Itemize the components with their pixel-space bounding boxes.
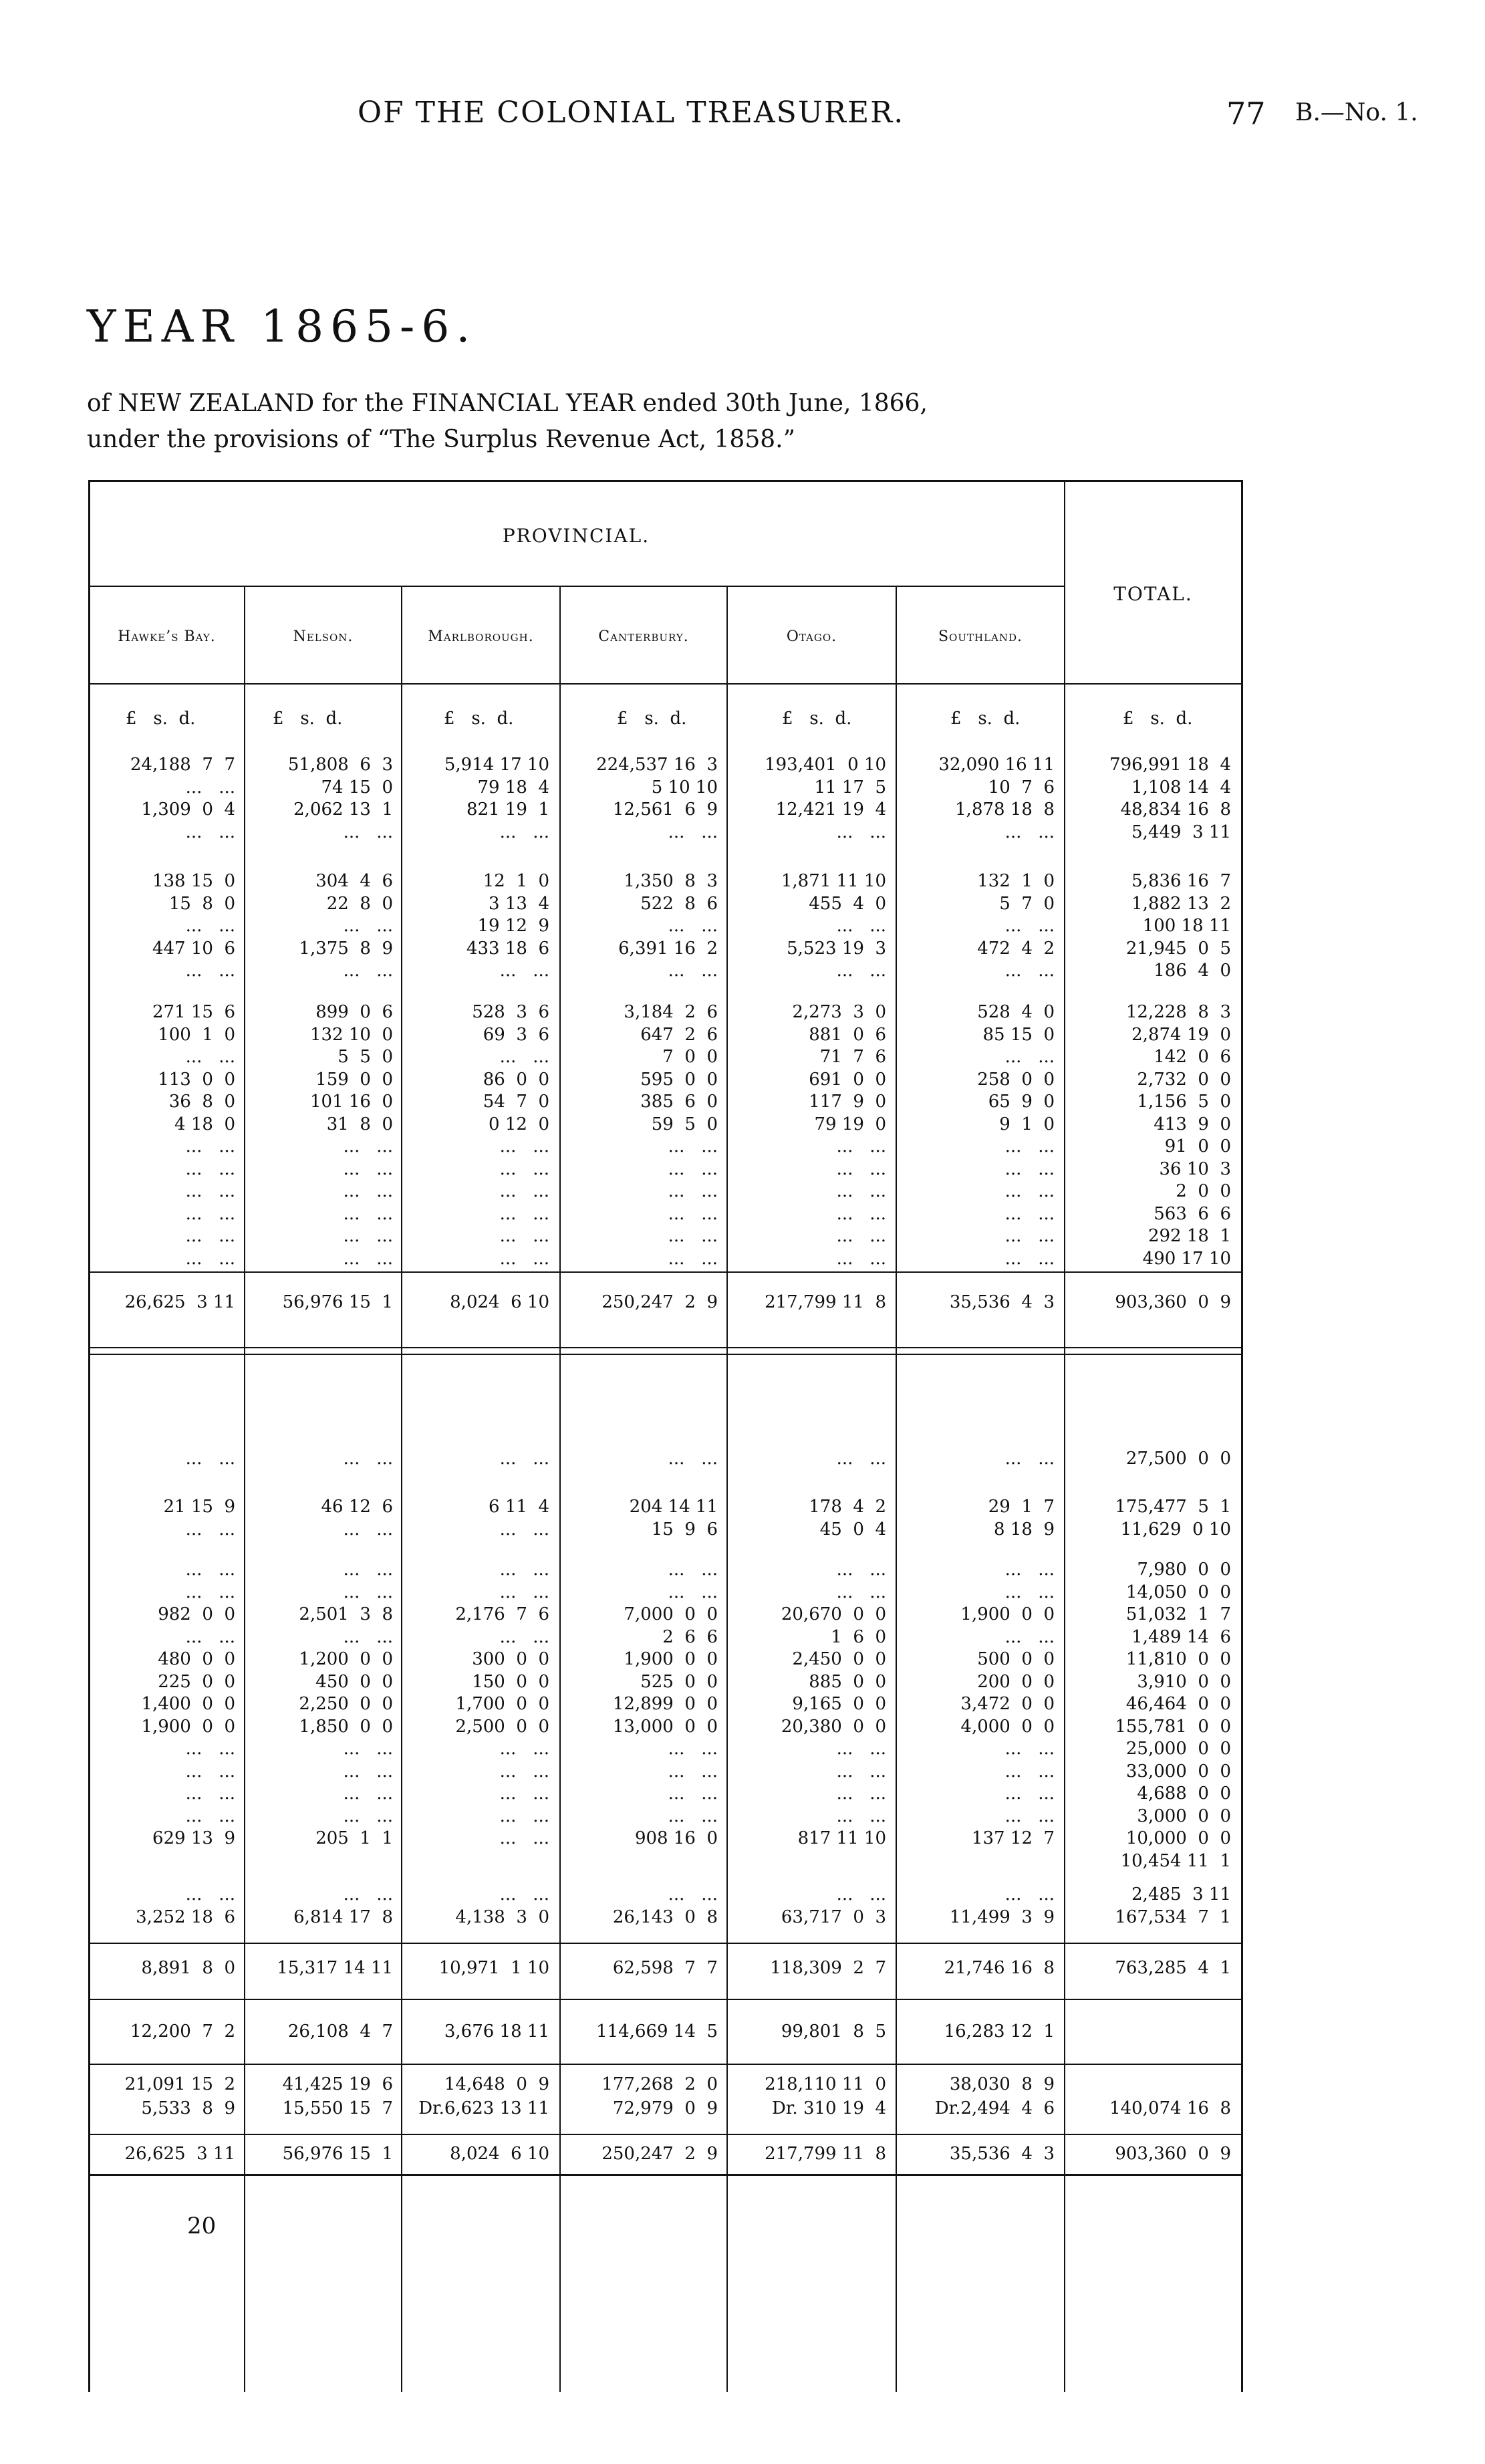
table-cell: ... ... 4,138 3 0 [455, 1884, 549, 1927]
unit-label: £ s. d. [273, 709, 343, 729]
unit-label: £ s. d. [1123, 709, 1193, 729]
table-cell: ... ... [651, 1449, 718, 1469]
table-cell: ... ... [489, 1449, 549, 1469]
table-cell: ... ... 26,143 0 8 [612, 1884, 718, 1927]
table-bottom-rule [88, 2174, 1243, 2176]
table-cell: ... ... 63,717 0 3 [781, 1884, 886, 1927]
unit-label: £ s. d. [782, 709, 852, 729]
table-cell: 56,976 15 1 [282, 1292, 393, 1312]
page-number: 77 [1226, 96, 1266, 132]
table-cell: 26,108 4 7 [287, 2021, 393, 2042]
table-cell: 250,247 2 9 [601, 2144, 718, 2164]
table-cell: ... ... [994, 1449, 1055, 1469]
table-cell: 5,836 16 7 1,882 13 2 100 18 11 21,945 0 5 186 4 0 [1125, 871, 1231, 981]
table-cell: 528 3 6 69 3 6 ... ... 86 0 0 54 7 0 0 12 0 ... ... ... ... ... ... ... ... ... ... ... ... [472, 1002, 549, 1269]
table-cell: 8,024 6 10 [450, 1292, 549, 1312]
table-cell: 5,914 17 10 79 18 4 821 19 1 ... ... [444, 755, 549, 842]
unit-label: £ s. d. [444, 709, 514, 729]
table-cell: 218,110 11 0 Dr. 310 19 4 [765, 2074, 886, 2118]
table-cell: ... ... ... ... 7,000 0 0 2 6 6 1,900 0 0 525 0 0 12,899 0 0 13,000 0 0 ... ... ... ... ... ... ... ... 908 16 0 [612, 1560, 718, 1848]
table-cell: ... ... ... ... 2,501 3 8 ... ... 1,200 0 0 450 0 0 2,250 0 0 1,850 0 0 ... ... ... ... ... ... ... ... 205 1 1 [299, 1560, 393, 1848]
table-cell: 118,309 2 7 [770, 1958, 886, 1978]
table-cell: 26,625 3 11 [124, 1292, 235, 1312]
balance-a-rule [88, 2064, 1243, 2065]
table-cell: 217,799 11 8 [765, 1292, 886, 1312]
unit-label: £ s. d. [617, 709, 687, 729]
table-left-rule [88, 480, 90, 2392]
table-cell: ... ... 6,814 17 8 [293, 1884, 393, 1927]
table-cell: 35,536 4 3 [949, 2144, 1055, 2164]
paper-reference: B.—No. 1. [1295, 99, 1418, 126]
balance-b-rule [88, 2134, 1243, 2135]
table-cell: ... ... ... ... 20,670 0 0 1 6 0 2,450 0 0 885 0 0 9,165 0 0 20,380 0 0 ... ... ... ... ... ... ... ... 817 11 10 [781, 1560, 886, 1848]
table-cell: ... ... ... ... 982 0 0 ... ... 480 0 0 225 0 0 1,400 0 0 1,900 0 0 ... ... ... ... ... ... ... ... 629 13 9 [141, 1560, 235, 1848]
table-cell: 177,268 2 0 72,979 0 9 [601, 2074, 718, 2118]
col-header-canterbury: Canterbury. [598, 628, 689, 645]
table-cell: 1,871 11 10 455 4 0 ... ... 5,523 19 3 ... ... [781, 871, 886, 981]
table-cell: 903,360 0 9 [1115, 1292, 1231, 1312]
table-cell: 12,228 8 3 2,874 19 0 142 0 6 2,732 0 0 1,156 5 0 413 9 0 91 0 0 36 10 3 2 0 0 563 6 6 292 18 1 490 17 10 [1125, 1002, 1231, 1269]
table-cell: 41,425 19 6 15,550 15 7 [282, 2074, 393, 2118]
table-cell: 21 15 9 ... ... [163, 1497, 235, 1539]
table-cell: ... ... [819, 1449, 886, 1469]
table-cell: 250,247 2 9 [601, 1292, 718, 1312]
table-cell: ... ... ... ... 2,176 7 6 ... ... 300 0 0 150 0 0 1,700 0 0 2,500 0 0 ... ... ... ... ... ... ... ... ... ... [455, 1560, 549, 1848]
running-title: OF THE COLONIAL TREASURER. [358, 96, 905, 130]
col-header-southland: Southland. [938, 628, 1023, 645]
table-cell: 27,500 0 0 [1120, 1449, 1231, 1469]
table-cell: 763,285 4 1 [1115, 1958, 1231, 1978]
table-cell: 7,980 0 0 14,050 0 0 51,032 1 7 1,489 14 6 11,810 0 0 3,910 0 0 46,464 0 0 155,781 0 0 25,000 0 0 33,000 0 0 4,688 0 0 3,000 0 0 10,000 0 0 10,454 11 1 [1115, 1560, 1231, 1871]
table-right-rule [1241, 480, 1243, 2392]
table-cell: 16,283 12 1 [944, 2021, 1055, 2042]
table-cell: 528 4 0 85 15 0 ... ... 258 0 0 65 9 0 9 1 0 ... ... ... ... ... ... ... ... ... ... ... ... [977, 1002, 1055, 1269]
table-cell: 114,669 14 5 [596, 2021, 718, 2042]
table-cell: 32,090 16 11 10 7 6 1,878 18 8 ... ... [938, 755, 1055, 842]
table-cell: 6 11 4 ... ... [489, 1497, 549, 1539]
provincial-header-rule [88, 586, 1065, 587]
table-cell: 12 1 0 3 13 4 19 12 9 433 18 6 ... ... [466, 871, 549, 981]
total2-bottom-rule [88, 1999, 1243, 2000]
total-column-rule [1064, 480, 1065, 2392]
subtitle-line-1: of NEW ZEALAND for the FINANCIAL YEAR ended 30th June, 1866, [87, 390, 928, 417]
table-cell: 3,676 18 11 [444, 2021, 549, 2042]
table-cell: 15,317 14 11 [277, 1958, 393, 1978]
table-cell: 217,799 11 8 [765, 2144, 886, 2164]
column-header-rule [88, 683, 1243, 685]
table-cell: 175,477 5 1 11,629 0 10 [1115, 1497, 1231, 1539]
table-cell: 29 1 7 8 18 9 [988, 1497, 1055, 1539]
table-cell: 899 0 6 132 10 0 5 5 0 159 0 0 101 16 0 31 8 0 ... ... ... ... ... ... ... ... ... ... ... ... [309, 1002, 393, 1269]
table-cell: 21,091 15 2 5,533 8 9 [124, 2074, 235, 2118]
section-divider-1 [88, 1347, 1243, 1348]
unit-label: £ s. d. [126, 709, 196, 729]
table-cell: ... ... 3,252 18 6 [136, 1884, 235, 1927]
table-cell: ... ... [174, 1449, 235, 1469]
col-header-marlborough: Marlborough. [428, 628, 534, 645]
table-cell: 224,537 16 3 5 10 10 12,561 6 9 ... ... [596, 755, 718, 842]
table-cell: 24,188 7 7 ... ... 1,309 0 4 ... ... [130, 755, 235, 842]
table-cell: ... ... 11,499 3 9 [949, 1884, 1055, 1927]
table-cell: 51,808 6 3 74 15 0 2,062 13 1 ... ... [287, 755, 393, 842]
table-cell: 204 14 11 15 9 6 [629, 1497, 718, 1539]
table-cell: 35,536 4 3 [949, 1292, 1055, 1312]
provincial-header: PROVINCIAL. [502, 525, 650, 547]
col-header-hawkes-bay: Hawke’s Bay. [118, 628, 216, 645]
table-cell: 132 1 0 5 7 0 ... ... 472 4 2 ... ... [977, 871, 1055, 981]
table-cell: 2,273 3 0 881 0 6 71 7 6 691 0 0 117 9 0 79 19 0 ... ... ... ... ... ... ... ... ... ... ... ... [792, 1002, 886, 1269]
col-header-nelson: Nelson. [293, 628, 354, 645]
col-rule-4 [726, 586, 728, 2392]
col-header-otago: Otago. [786, 628, 837, 645]
table-cell: 903,360 0 9 [1115, 2144, 1231, 2164]
table-cell: ... ... ... ... 1,900 0 0 ... ... 500 0 0 200 0 0 3,472 0 0 4,000 0 0 ... ... ... ... ... ... ... ... 137 12 7 [960, 1560, 1055, 1848]
table-cell: 193,401 0 10 11 17 5 12,421 19 4 ... ... [765, 755, 886, 842]
table-top-rule [88, 480, 1243, 482]
section-divider-2 [88, 1354, 1243, 1355]
table-cell: 8,891 8 0 [141, 1958, 235, 1978]
table-cell: 46 12 6 ... ... [321, 1497, 393, 1539]
table-cell: 14,648 0 9 Dr.6,623 13 11 [418, 2074, 549, 2118]
table-cell: 21,746 16 8 [944, 1958, 1055, 1978]
col-rule-2 [401, 586, 402, 2392]
signature-number: 20 [187, 2213, 217, 2239]
table-cell: 178 4 2 45 0 4 [809, 1497, 886, 1539]
col-rule-1 [244, 586, 245, 2392]
year-title: YEAR 1865-6. [87, 301, 477, 352]
table-cell: ... ... [332, 1449, 393, 1469]
table-cell: 38,030 8 9 Dr.2,494 4 6 [934, 2074, 1055, 2118]
table-cell: 62,598 7 7 [612, 1958, 718, 1978]
unit-label: £ s. d. [950, 709, 1021, 729]
col-rule-5 [896, 586, 897, 2392]
table-cell: 99,801 8 5 [781, 2021, 886, 2042]
total1-top-rule [88, 1271, 1243, 1273]
table-cell: 304 4 6 22 8 0 ... ... 1,375 8 9 ... ... [299, 871, 393, 981]
subtitle-line-2: under the provisions of “The Surplus Revenue Act, 1858.” [87, 426, 795, 453]
table-cell: 140,074 16 8 [1109, 2098, 1231, 2118]
table-cell: 3,184 2 6 647 2 6 7 0 0 595 0 0 385 6 0 59 5 0 ... ... ... ... ... ... ... ... ... ... ... ... [624, 1002, 718, 1269]
total-header: TOTAL. [1113, 583, 1193, 605]
table-cell: 271 15 6 100 1 0 ... ... 113 0 0 36 8 0 4 18 0 ... ... ... ... ... ... ... ... ... ... ... ... [152, 1002, 235, 1269]
table-cell: 8,024 6 10 [450, 2144, 549, 2164]
table-cell: 56,976 15 1 [282, 2144, 393, 2164]
table-cell: 10,971 1 10 [438, 1958, 549, 1978]
table-cell: 796,991 18 4 1,108 14 4 48,834 16 8 5,449 3 11 [1109, 755, 1231, 842]
table-cell: 138 15 0 15 8 0 ... ... 447 10 6 ... ... [152, 871, 235, 981]
table-cell: 12,200 7 2 [130, 2021, 235, 2042]
table-cell: 2,485 3 11 167,534 7 1 [1115, 1884, 1231, 1927]
col-rule-3 [559, 586, 561, 2392]
total2-top-rule [88, 1943, 1243, 1944]
table-cell: 1,350 8 3 522 8 6 ... ... 6,391 16 2 ... ... [618, 871, 718, 981]
table-cell: 26,625 3 11 [124, 2144, 235, 2164]
